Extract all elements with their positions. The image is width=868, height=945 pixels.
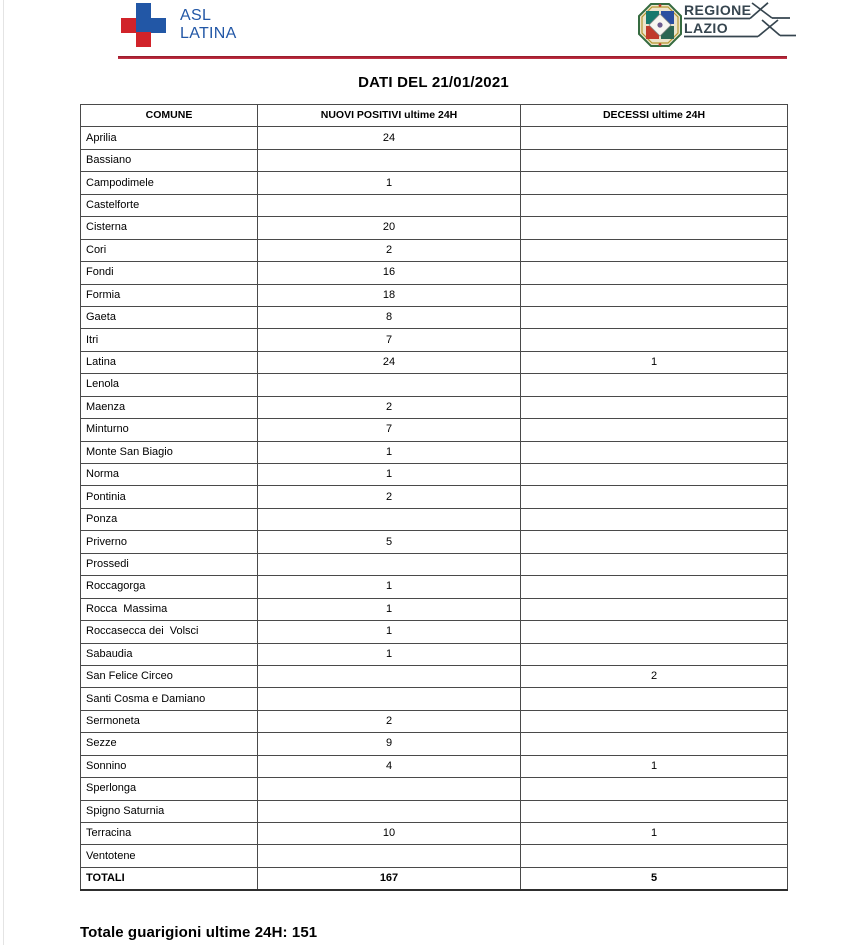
cell-comune: Formia [81,284,258,306]
cell-positivi [258,800,521,822]
cell-comune: Castelforte [81,194,258,216]
comuni-table [80,104,788,891]
table-row [81,553,788,575]
cell-comune: Roccasecca dei Volsci [81,621,258,643]
cell-positivi: 2 [258,239,521,261]
regione-logo-flourish [638,2,803,49]
table-row [81,531,788,553]
total-row [81,867,788,890]
cell-comune: Fondi [81,262,258,284]
cell-comune: Pontinia [81,486,258,508]
cell-comune: Sperlonga [81,778,258,800]
page-title: DATI DEL 21/01/2021 [358,74,509,91]
cross-square-top [136,3,151,18]
cell-positivi: 1 [258,441,521,463]
cell-comune: Spigno Saturnia [81,800,258,822]
cross-square-right [151,18,166,33]
table-header-row [81,105,788,127]
table-row [81,688,788,710]
table-row [81,441,788,463]
cell-comune: Maenza [81,396,258,418]
table-row [81,419,788,441]
cell-decessi [521,149,788,171]
cell-decessi: 5 [521,867,788,890]
cross-square-center [136,18,151,33]
cell-positivi [258,508,521,530]
cell-decessi [521,419,788,441]
cell-decessi: 1 [521,351,788,373]
table-row [81,351,788,373]
table-row [81,149,788,171]
table-row [81,486,788,508]
table-row [81,508,788,530]
column-header-comune: COMUNE [81,105,258,127]
cell-positivi: 1 [258,464,521,486]
cell-positivi: 4 [258,755,521,777]
table-row [81,823,788,845]
cell-decessi [521,688,788,710]
cell-comune: Sabaudia [81,643,258,665]
cell-positivi: 2 [258,710,521,732]
regione-logo-line2: LAZIO [684,20,728,36]
cell-positivi: 20 [258,217,521,239]
cell-decessi: 1 [521,823,788,845]
cell-comune: Monte San Biagio [81,441,258,463]
cell-positivi [258,688,521,710]
column-header-decessi: DECESSI ultime 24H [521,105,788,127]
table-row [81,621,788,643]
cell-comune: Sermoneta [81,710,258,732]
cell-decessi [521,441,788,463]
cell-comune: Gaeta [81,306,258,328]
cell-decessi [521,576,788,598]
table-row [81,710,788,732]
cell-positivi [258,778,521,800]
table-row [81,374,788,396]
cell-positivi: 8 [258,306,521,328]
table-row [81,127,788,149]
cell-positivi: 1 [258,643,521,665]
cell-comune: Cori [81,239,258,261]
recoveries-note: Totale guarigioni ultime 24H: 151 [80,924,318,941]
header-rule-line [118,56,787,59]
cell-positivi: 9 [258,733,521,755]
cell-comune: Campodimele [81,172,258,194]
cell-comune: TOTALI [81,867,258,890]
cell-decessi [521,284,788,306]
cell-comune: Itri [81,329,258,351]
cell-comune: Lenola [81,374,258,396]
cell-positivi [258,194,521,216]
cell-comune: Rocca Massima [81,598,258,620]
cell-comune: Roccagorga [81,576,258,598]
asl-latina-logo [121,3,251,49]
cross-square-bottom [136,32,151,47]
table-row [81,643,788,665]
cell-decessi [521,800,788,822]
table-row [81,284,788,306]
table-row [81,576,788,598]
cell-decessi [521,464,788,486]
table-row [81,262,788,284]
cell-decessi [521,217,788,239]
cell-positivi: 2 [258,486,521,508]
cell-positivi [258,553,521,575]
table-row [81,217,788,239]
cell-positivi: 24 [258,127,521,149]
comuni-table-body [81,127,788,890]
table-row [81,396,788,418]
cell-decessi [521,239,788,261]
cell-comune: Sonnino [81,755,258,777]
table-row [81,665,788,687]
cell-comune: Sezze [81,733,258,755]
cell-positivi: 1 [258,172,521,194]
cell-positivi: 16 [258,262,521,284]
cell-positivi: 2 [258,396,521,418]
table-row [81,845,788,867]
cell-decessi [521,127,788,149]
table-row [81,239,788,261]
cell-comune: Prossedi [81,553,258,575]
regione-lazio-logo [638,2,803,49]
cell-decessi [521,262,788,284]
cell-positivi: 10 [258,823,521,845]
cell-positivi: 1 [258,576,521,598]
cell-positivi [258,374,521,396]
cell-positivi: 18 [258,284,521,306]
table-row [81,598,788,620]
cell-comune: Norma [81,464,258,486]
cell-decessi [521,486,788,508]
cell-positivi: 167 [258,867,521,890]
cell-decessi [521,396,788,418]
cell-decessi: 1 [521,755,788,777]
cell-decessi [521,778,788,800]
cell-decessi [521,374,788,396]
cell-decessi [521,845,788,867]
cell-positivi: 24 [258,351,521,373]
cell-positivi: 5 [258,531,521,553]
cell-positivi [258,149,521,171]
cell-comune: Priverno [81,531,258,553]
cell-decessi [521,621,788,643]
cell-comune: Cisterna [81,217,258,239]
cell-positivi [258,665,521,687]
table-row [81,329,788,351]
cell-comune: Terracina [81,823,258,845]
asl-logo-line1: ASL [180,7,212,24]
asl-logo-line2: LATINA [180,24,237,42]
table-row [81,306,788,328]
cell-decessi [521,531,788,553]
table-row [81,755,788,777]
asl-cross-icon [121,3,166,47]
cell-comune: San Felice Circeo [81,665,258,687]
header [0,0,868,60]
cell-comune: Latina [81,351,258,373]
table-row [81,733,788,755]
cell-comune: Ventotene [81,845,258,867]
cell-comune: Minturno [81,419,258,441]
regione-logo-line1: REGIONE [684,2,752,18]
page-left-edge-line [3,0,4,945]
cell-positivi: 7 [258,419,521,441]
cross-square-left [121,18,136,33]
cell-decessi [521,329,788,351]
cell-positivi [258,845,521,867]
cell-decessi [521,194,788,216]
table-row [81,800,788,822]
cell-decessi [521,172,788,194]
cell-comune: Santi Cosma e Damiano [81,688,258,710]
cell-decessi [521,306,788,328]
cell-comune: Aprilia [81,127,258,149]
cell-decessi [521,710,788,732]
cell-positivi: 1 [258,598,521,620]
column-header-nuovi-positivi: NUOVI POSITIVI ultime 24H [258,105,521,127]
cell-comune: Bassiano [81,149,258,171]
table-row [81,194,788,216]
cell-decessi [521,643,788,665]
cell-comune: Ponza [81,508,258,530]
table-row [81,778,788,800]
cell-decessi [521,508,788,530]
cell-decessi [521,553,788,575]
cell-positivi: 7 [258,329,521,351]
cell-decessi [521,598,788,620]
cell-decessi [521,733,788,755]
cell-decessi: 2 [521,665,788,687]
table-row [81,464,788,486]
cell-positivi: 1 [258,621,521,643]
table-row [81,172,788,194]
